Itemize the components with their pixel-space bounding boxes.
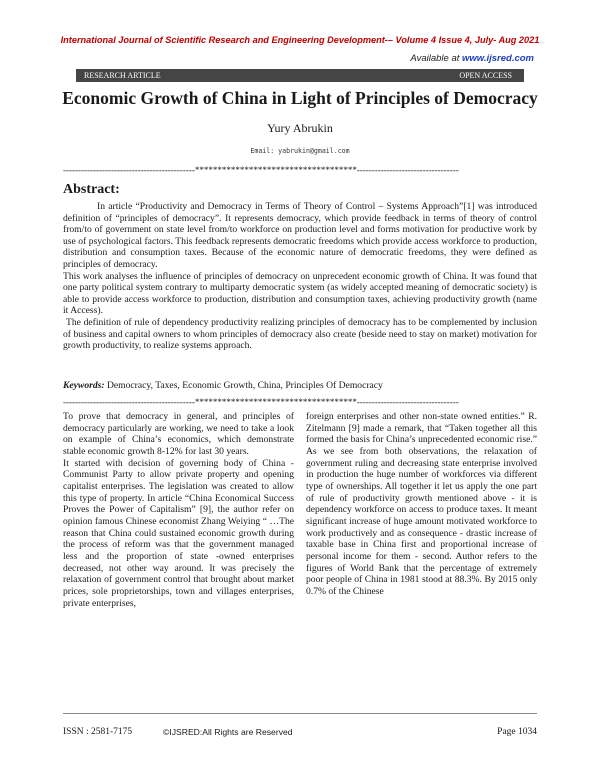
footer-page-number: Page 1034: [497, 727, 537, 737]
body-column-right: [306, 411, 537, 598]
abstract-body: [63, 201, 537, 352]
body-column-left: [63, 411, 294, 609]
body-paragraph: To prove that democracy in general, and principles of democracy particularly are working, we need to take a look on example of China’s economics, which demonstrate stable economic growth 8-12% for last 30 years.: [63, 411, 294, 457]
paper-title: Economic Growth of China in Light of Principles of Democracy: [62, 88, 538, 108]
body-paragraph: foreign enterprises and other non-state owned entities.” R. Zitelmann [9] made a remark, that “Taken together all this formed the basis for China’s unprecedented economic rise.” As we see from both observations, the relaxation of government ruling and decreasing state enterprise involved in production the huge number of workforces via different type of ownerships. All together it let us apply the one part of rule of productivity growth mentioned above - it is dependency workforce on access to produce taxes. It meant significant increase of huge amount motivated workforce to work productively and as consequence - drastic increase of taxable base in China first and proportional increase of personal income for them - second. Author refers to the figures of World Bank that the percentage of extremely poor people of China in 1981 stood at 88.3%. By 2015 only 0.7% of the Chinese: [306, 411, 537, 597]
footer-issn: ISSN : 2581-7175: [63, 727, 133, 737]
footer-rule: [63, 713, 537, 714]
abstract-paragraph-3: The definition of rule of dependency productivity realizing principles of democracy has to be complemented by inclusion of business and capital owners to whom principles of democracy also create (beside need to stay on market) motivation for growth productivity, to realize systems approach.: [63, 316, 537, 352]
abstract-heading: Abstract:: [63, 182, 120, 197]
abstract-paragraph-2: This work analyses the influence of principles of democracy on unprecedent economic growth of China. It was found that one party political system contrary to multiparty democratic system (as widely accepted meaning of democratic society) is able to provide access workforce to production, distribution and consumption taxes, achieving productivity growth (name it Access).: [63, 270, 537, 317]
abstract-paragraph-1: In article “Productivity and Democracy in Terms of Theory of Control – Systems Approach”[1] was introduced definition of “principles of democracy”. It represents democracy, which provide feedback in terms of theory of control from/to of government on state level from/to workforce on production level and forms motivation for productive work by use of psychological factors. This feedback represents democratic freedoms which provide access workforce to production, distribution and consumption taxes. Because of the economic nature of democratic freedoms, they were defined as principles of democracy.: [63, 201, 537, 270]
availability-line: [410, 53, 534, 64]
footer-copyright: ©IJSRED:All Rights are Reserved: [163, 727, 293, 737]
author-email[interactable]: Email: yabrukin@gmail.com: [250, 147, 350, 155]
keywords-line: [63, 380, 537, 391]
article-type-label: RESEARCH ARTICLE: [84, 71, 161, 80]
keywords-text: Democracy, Taxes, Economic Growth, China, Principles Of Democracy: [104, 380, 383, 391]
separator-top: --------------------------------------------************************************----------------------------------: [63, 165, 459, 175]
available-prefix: Available at: [410, 53, 463, 64]
author-name: Yury Abrukin: [267, 121, 333, 135]
body-paragraph: It started with decision of governing body of China - Communist Party to allow private property and opening capitalist enterprises. The legislation was created to allow this type of property. In article “China Economical Success Proves the Power of Capitalism” [9], the author refer on opinion famous Chinese economist Zhang Weiying “ …The reason that China could sustained economic growth during the process of reform was that the government managed less and the proportion of state -owned enterprises decreased, not other way around. It was precisely the relaxation of government control that brought about market prices, sole proprietorships, town and villages enterprises, private enterprises,: [63, 457, 294, 609]
keywords-label: Keywords:: [63, 380, 105, 391]
separator-bottom: --------------------------------------------************************************----------------------------------: [63, 397, 459, 407]
journal-url-link[interactable]: www.ijsred.com: [462, 53, 534, 64]
journal-header: International Journal of Scientific Research and Engineering Development-– Volume 4 Issue 4, July- Aug 2021: [60, 35, 540, 45]
article-type-bar: [76, 69, 524, 82]
open-access-label: OPEN ACCESS: [459, 71, 512, 80]
